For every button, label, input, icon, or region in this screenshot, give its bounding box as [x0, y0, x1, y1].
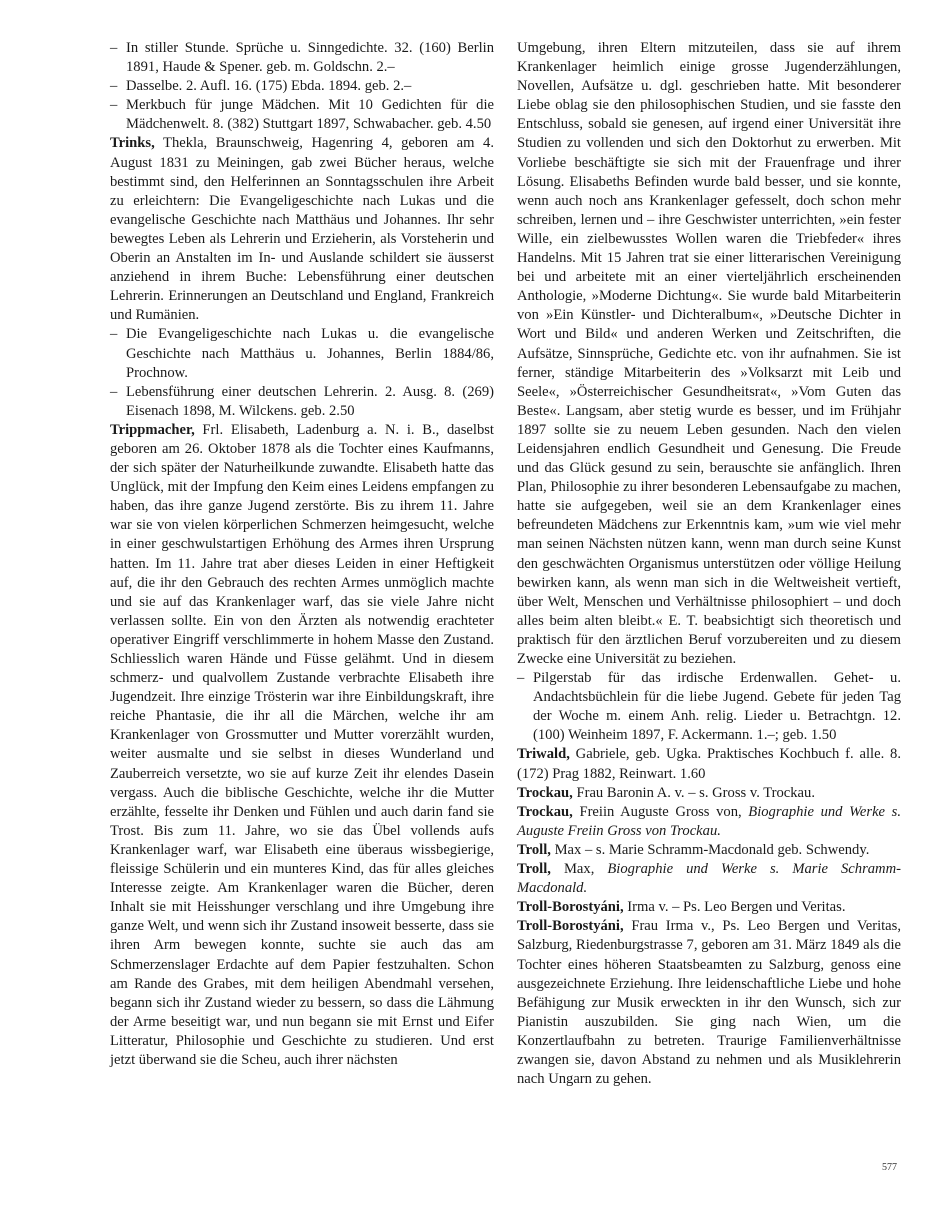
- entry-headword: Trippmacher,: [110, 421, 195, 438]
- entry-triwald: Triwald, Gabriele, geb. Ugka. Praktisches Kochbuch f. alle. 8. (172) Prag 1882, Reinwart. 1.60: [517, 746, 901, 782]
- entry-headword: Troll,: [517, 861, 551, 878]
- entry-headword: Trinks,: [110, 135, 155, 152]
- bibliography-item: – In stiller Stunde. Sprüche u. Sinngedichte. 32. (160) Berlin 1891, Haude & Spener. geb. m. Goldschn. 2.–: [110, 40, 494, 76]
- entry-headword: Troll-Borostyáni,: [517, 899, 624, 916]
- right-column: [517, 39, 901, 1089]
- entry-headword: Troll-Borostyáni,: [517, 918, 624, 935]
- entry-headword: Trockau,: [517, 784, 573, 801]
- bibliography-item: – Dasselbe. 2. Aufl. 16. (175) Ebda. 1894. geb. 2.–: [110, 78, 412, 95]
- entry-trockau: Trockau, Frau Baronin A. v. – s. Gross v. Trockau.: [517, 784, 815, 801]
- entry-trippmacher: Trippmacher, Frl. Elisabeth, Ladenburg a. N. i. B., daselbst geboren am 26. Oktober 1878 als die Tochter eines Kaufmanns, der sich später der Naturheilkunde zuwandte. Elisabeth hatte das Unglück, mit der Impfung den Keim eines Leidens empfangen zu haben, das ihre ganze Jugend zerstörte. Bis zu ihrem 11. Jahre war sie von vielen körperlichen Schmerzen heimgesucht, welche in einer geschwulstartigen Erhöhung des Armes ihren Ursprung hatten. Im 11. Jahre trat aber dieses Leiden in einer Heftigkeit auf, die ihr den Gebrauch des rechten Armes unmöglich machte und sie auf das Krankenlager warf, das sie viele Jahre nicht verlassen sollte. Ein von den Ärzten als notwendig erachteter operativer Eingriff verschlimmerte in hohem Masse den Zustand. Schliesslich waren Hände und Füsse gelähmt. Und in diesem schmerz- und qualvollem Zustande verbrachte Elisabeth ihre Jugendzeit. Ihre einzige Trösterin war ihre Einbildungskraft, ihre reiche Phantasie, die ihr all die Märchen, welche ihr am Krankenlager von Grossmutter und Mutter vorerzählt wurden, weiter ausmalte und sie selbst in dieses Wunderland und Zauberreich versetzte, wo sie auf kurze Zeit ihr elendes Dasein vergass. Auch die biblische Geschichte, welche ihr die Mutter erzählte, fesselte ihr Denken und Fühlen und auch darin fand sie Trost. Bis zum 11. Jahre, wo sie das Übel vollends aufs Krankenlager warf, war Elisabeth eine überaus wissbegierige, fleissige Schülerin und ein munteres Kind, das für alles gleiches Interesse zeigte. Am Krankenlager waren die Bücher, deren Inhalt sie mit Heisshunger verschlang und ihre Umgebung ihre ganze Welt, und wenn sich ihr Zustand insoweit besserte, dass sie ihren Arm bewegen konnte, suchte sie auch das am Schmerzenslager Erdachte auf dem Papier festzuhalten. Schon am Rande des Grabes, mit dem heiligen Abendmahl versehen, begann sich ihr Zustand wieder zu bessern, so dass die Lähmung der Arme beseitigt war, und nun begann sie mit Ernst und Eifer Litteratur, Philosophie und Geschichte zu studieren. Und erst jetzt überwand sie die Scheu, auch ihrer nächsten: [110, 421, 494, 1068]
- entry-trockau-freiin: Trockau, Freiin Auguste Gross von, Biographie und Werke s. Auguste Freiin Gross von Trockau.: [517, 803, 901, 839]
- bibliography-item: – Lebensführung einer deutschen Lehrerin. 2. Ausg. 8. (269) Eisenach 1898, M. Wilckens. geb. 2.50: [110, 383, 494, 419]
- entry-troll-borostyani: Troll-Borostyáni, Irma v. – Ps. Leo Bergen und Veritas.: [517, 899, 846, 916]
- entry-headword: Trockau,: [517, 803, 573, 820]
- entry-trinks: Trinks, Thekla, Braunschweig, Hagenring 4, geboren am 4. August 1831 zu Meiningen, gab zwei Bücher heraus, welche bestimmt sind, den Helferinnen an Sonntagsschulen ihre Arbeit zu erleichtern: Die Evangeligeschichte nach Lukas und die evangelische Geschichte nach Matthäus und Johannes. Ihr sehr bewegtes Leben als Lehrerin und Erzieherin, als Vorsteherin und Oberin an Anstalten im In- und Auslande schildert sie äusserst anziehend in ihrem Buche: Lebensführung einer deutschen Lehrerin. Erinnerungen an Deutschland und England, Frankreich und Rumänien.: [110, 135, 494, 324]
- bibliography-item: – Pilgerstab für das irdische Erdenwallen. Gehet- u. Andachtsbüchlein für die liebe Jugend. Gebete für jeden Tag der Woche m. einem Anh. relig. Lieder u. Betrachtgn. 12. (100) Weinheim 1897, F. Ackermann. 1.–; geb. 1.50: [517, 670, 901, 744]
- entry-troll: Troll, Max – s. Marie Schramm-Macdonald geb. Schwendy.: [517, 841, 870, 858]
- entry-trippmacher-continued: Umgebung, ihren Eltern mitzuteilen, dass sie auf ihrem Krankenlager heimlich einige grosse Jugenderzählungen, Novellen, Aufsätze u. dgl. geschrieben hatte. Mit besonderer Liebe oblag sie den philosophischen Studien, und sie fasste den Entschluss, sobald sie genesen, auf irgend einer Universität ihre Studien zu vollenden und sich den Doktorhut zu erwerben. Mit Vorliebe beschäftigte sie sich mit der Frauenfrage und ihrer Lösung. Elisabeths Befinden wurde bald besser, und sie konnte, wenn auch noch ans Krankenlager gefesselt, doch schon mehr schreiben, lernen und – ihre Geschwister unterrichten, »ein fester Wille, ein zielbewusstes Wollen waren die Triebfeder« ihres Handelns. Mit 15 Jahren trat sie einer litterarischen Vereinigung bei und arbeitete mit an einer vierteljährlich erscheinenden Anthologie, »Moderne Dichtung«. Sie wurde bald Mitarbeiterin von »Ein Künstler- und Dichteralbum«, »Deutsche Dichter in Wort und Bild« und anderen Werken und Zeitschriften, die Aufsätze, Sinnsprüche, Gedichte etc. von ihr aufnahmen. Sie ist ferner, ständige Mitarbeiterin des »Volksarzt mit Leib und Seele«, »Österreichischer Gesundheitsrat«, »Vom Guten das Beste«. Langsam, aber stetig wurde es besser, und im Frühjahr 1897 sollte sie zu neuem Leben gesunden. Nach den vielen Leidensjahren endlich Gesundheit und Genesung. Die Freude und das Glück gesund zu sein, berauschte sie anfänglich. Ihren Plan, Philosophie zu ihrer besonderen Lebensaufgabe zu machen, hatte sie aufgegeben, weil sie an dem Krankenlager eines befreundeten Mädchens zur Erkenntnis kam, »um wie viel mehr man seinen Nächsten nützen kann, wenn man durch seine Kunst den geschwächten Organismus unterstützen oder völlige Heilung bewirken kann, als wenn man sich in die Weltweisheit vertieft, über Welt, Menschen und Verhältnisse philosophiert – und doch alles beim alten bleibt.« E. T. beabsichtigt sich theoretisch und praktisch für den ärztlichen Beruf vorzubereiten und zu diesem Zwecke eine Universität zu beziehen.: [517, 40, 901, 667]
- entry-troll-borostyani-frau: Troll-Borostyáni, Frau Irma v., Ps. Leo Bergen und Veritas, Salzburg, Riedenburgstrasse 7, geboren am 31. März 1849 als die Tochter eines höheren Staatsbeamten zu Salzburg, genoss eine ausgezeichnete Erziehung. Ihre leidenschaftliche Liebe und hohe Befähigung zur Musik erweckten in ihr den Wunsch, sich zur Pianistin auszubilden. Sie ging nach Wien, um die Konzertlaufbahn zu betreten. Traurige Familienverhältnisse zwangen sie, davon Abstand zu nehmen und als Musiklehrerin nach Ungarn zu gehen.: [517, 918, 901, 1088]
- page-number: 577: [882, 1162, 897, 1173]
- bibliography-item: – Merkbuch für junge Mädchen. Mit 10 Gedichten für die Mädchenwelt. 8. (382) Stuttgart 1897, Schwabacher. geb. 4.50: [110, 97, 494, 133]
- entry-troll-max: Troll, Max, Biographie und Werke s. Marie Schramm-Macdonald.: [517, 861, 901, 897]
- entry-headword: Triwald,: [517, 746, 570, 763]
- bibliography-item: – Die Evangeligeschichte nach Lukas u. die evangelische Geschichte nach Matthäus u. Johannes, Berlin 1884/86, Prochnow.: [110, 326, 494, 381]
- left-column: [110, 39, 494, 1070]
- entry-headword: Troll,: [517, 841, 551, 858]
